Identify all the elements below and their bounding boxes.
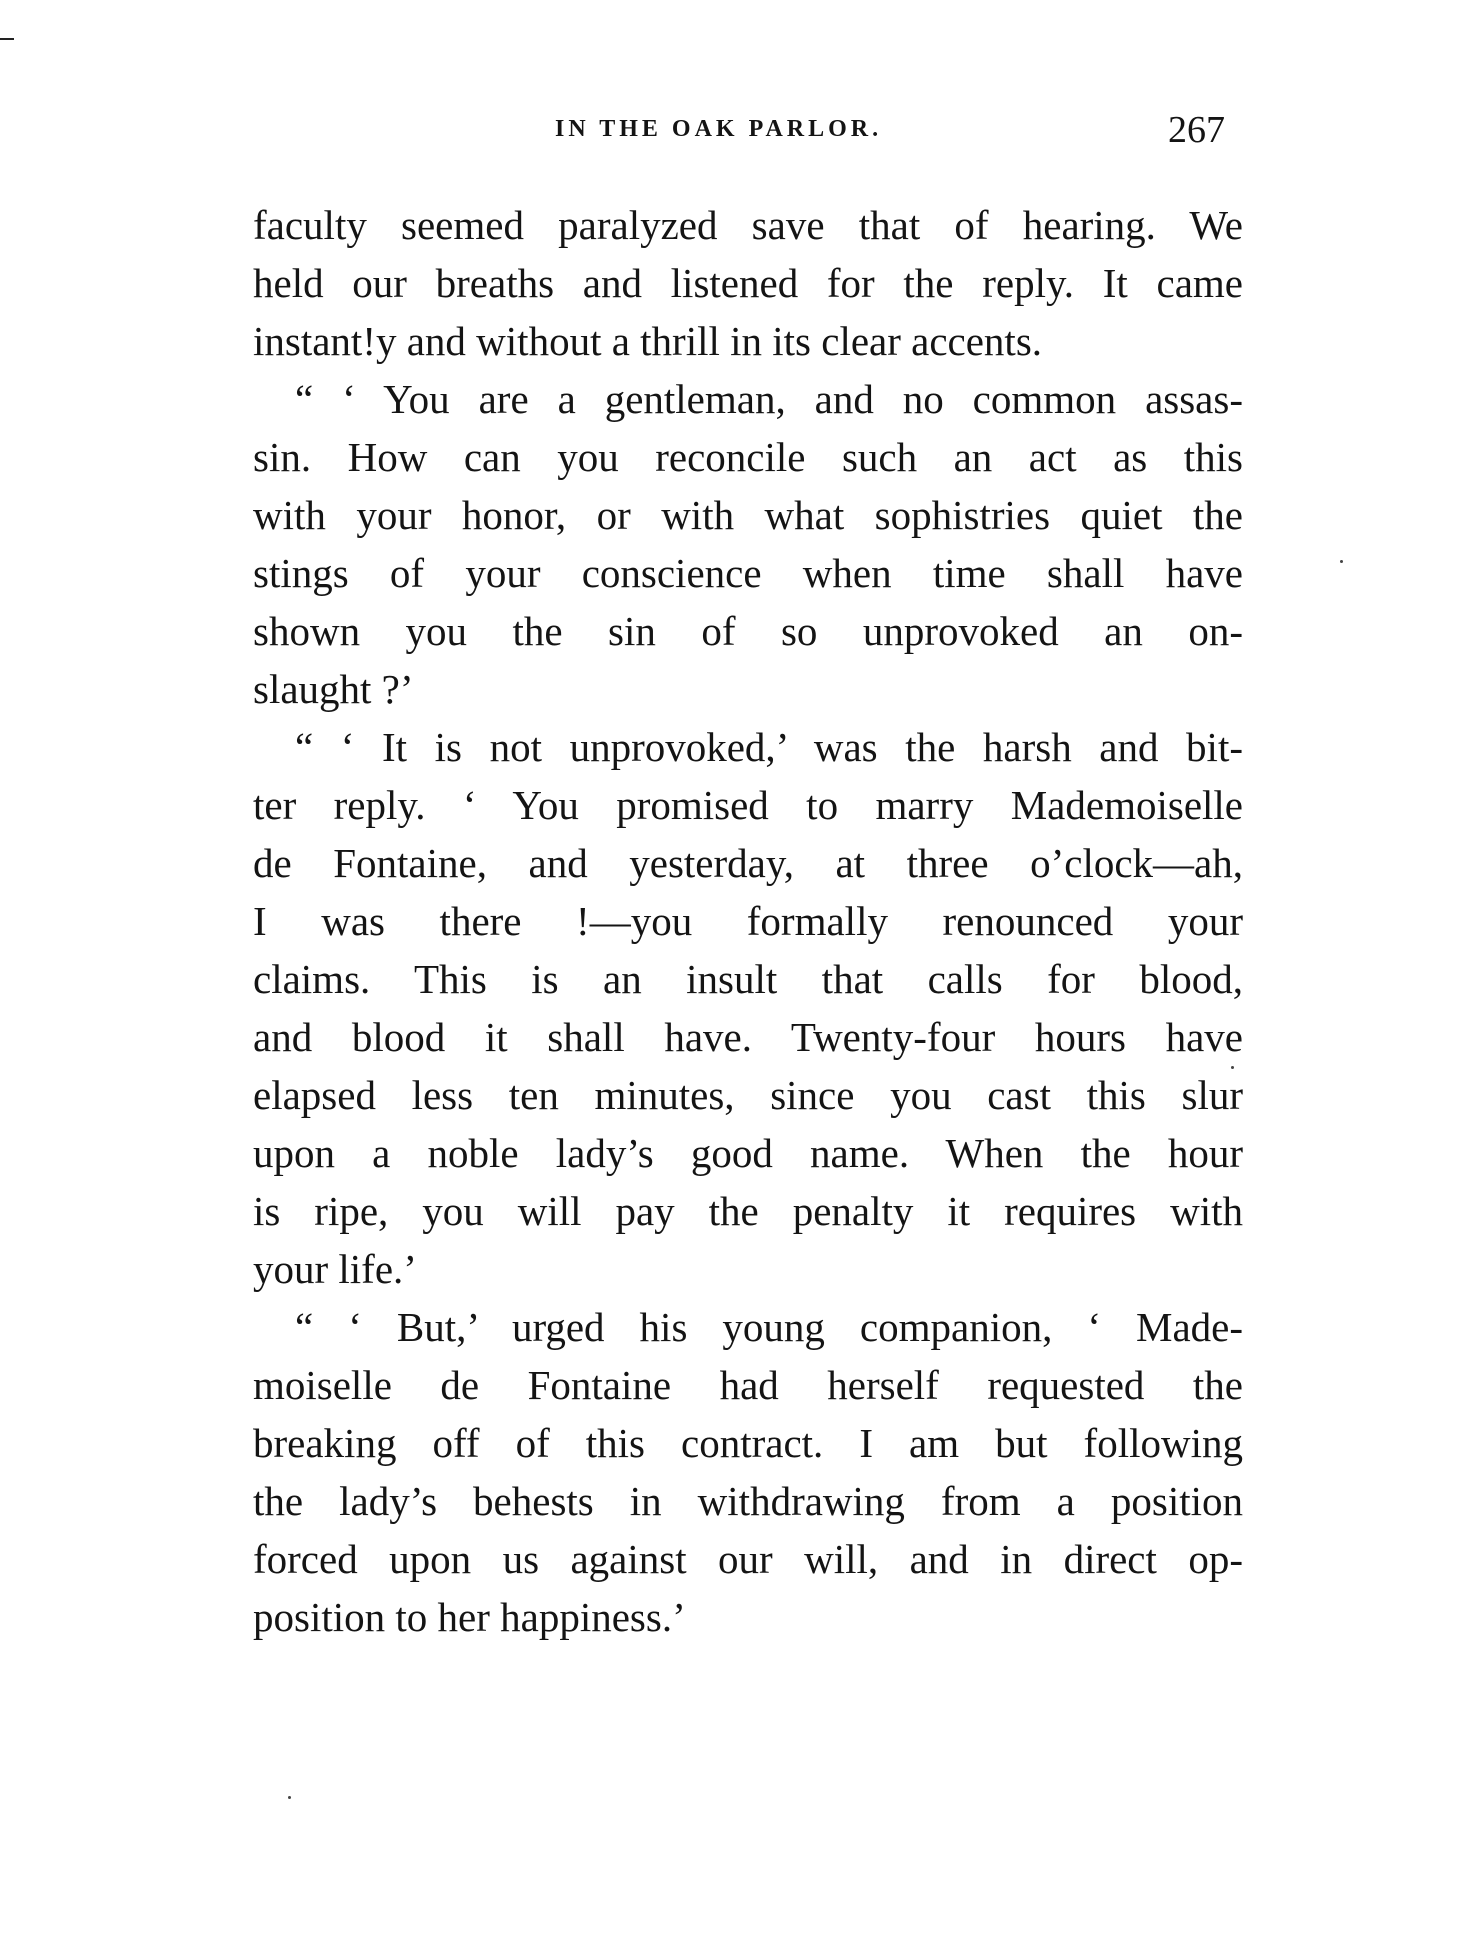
text-line: stings of your conscience when time shall have xyxy=(253,550,1243,596)
scan-speck xyxy=(288,1796,291,1799)
text-line: instant!y and without a thrill in its clear accents. xyxy=(253,318,1043,364)
text-line: sin. How can you reconcile such an act as this xyxy=(253,434,1243,480)
body-text xyxy=(253,196,1243,1646)
scan-edge-mark xyxy=(0,38,14,40)
paragraph xyxy=(253,196,1243,370)
paragraph xyxy=(253,718,1243,1298)
running-header xyxy=(0,108,1470,151)
text-line: moiselle de Fontaine had herself requested the xyxy=(253,1362,1243,1408)
scan-speck xyxy=(1231,1066,1234,1069)
text-line: position to her happiness.’ xyxy=(253,1594,686,1640)
text-line: shown you the sin of so unprovoked an on- xyxy=(253,608,1243,654)
text-line: upon a noble lady’s good name. When the hour xyxy=(253,1130,1243,1176)
text-line: is ripe, you will pay the penalty it requires with xyxy=(253,1188,1243,1234)
text-line: I was there !—you formally renounced your xyxy=(253,898,1243,944)
text-line: held our breaths and listened for the reply. It came xyxy=(253,260,1243,306)
text-line: your life.’ xyxy=(253,1246,417,1292)
paragraph xyxy=(253,1298,1243,1646)
text-line: “ ‘ But,’ urged his young companion, ‘ Made- xyxy=(295,1304,1243,1350)
text-line: elapsed less ten minutes, since you cast this slur xyxy=(253,1072,1243,1118)
page-number: 267 xyxy=(1168,109,1225,151)
running-title: IN THE OAK PARLOR. xyxy=(555,116,883,142)
text-line: faculty seemed paralyzed save that of hearing. We xyxy=(253,202,1243,248)
text-line: breaking off of this contract. I am but following xyxy=(253,1420,1243,1466)
text-line: “ ‘ You are a gentleman, and no common assas- xyxy=(295,376,1243,422)
text-line: forced upon us against our will, and in direct op- xyxy=(253,1536,1243,1582)
text-line: with your honor, or with what sophistries quiet the xyxy=(253,492,1243,538)
text-line: de Fontaine, and yesterday, at three o’clock—ah, xyxy=(253,840,1243,886)
text-line: the lady’s behests in withdrawing from a position xyxy=(253,1478,1243,1524)
text-line: and blood it shall have. Twenty-four hours have xyxy=(253,1014,1243,1060)
paragraph xyxy=(253,370,1243,718)
text-line: “ ‘ It is not unprovoked,’ was the harsh and bit- xyxy=(295,724,1243,770)
text-line: slaught ?’ xyxy=(253,666,414,712)
scan-speck xyxy=(1340,560,1343,563)
text-line: ter reply. ‘ You promised to marry Mademoiselle xyxy=(253,782,1243,828)
text-line: claims. This is an insult that calls for blood, xyxy=(253,956,1243,1002)
